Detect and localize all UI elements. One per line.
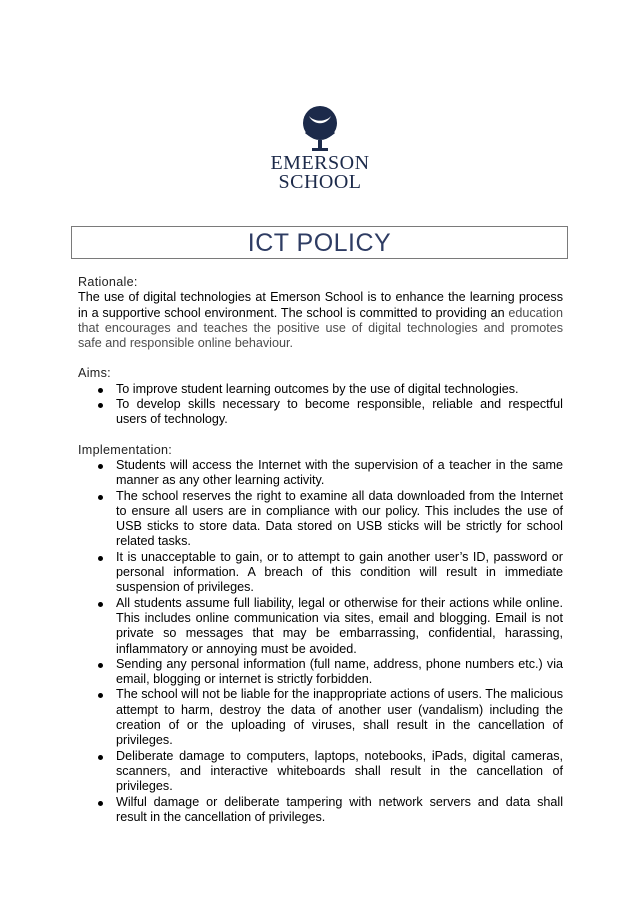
globe-emblem-icon <box>298 104 342 154</box>
list-item: Wilful damage or deliberate tampering with network servers and data shall result in the cancellation of privileges. <box>78 795 563 826</box>
list-item: To improve student learning outcomes by the use of digital technologies. <box>78 382 563 397</box>
rationale-paragraph <box>78 290 563 351</box>
policy-content <box>78 275 563 840</box>
aims-section <box>78 366 563 427</box>
aims-list <box>78 382 563 428</box>
school-logo <box>245 104 395 204</box>
rationale-heading: Rationale: <box>78 275 138 289</box>
list-item: The school reserves the right to examine all data downloaded from the Internet to ensure all users are in compliance with our policy. This includes the use of USB sticks to store data. Data stored on USB sticks will be strictly for school related tasks. <box>78 489 563 550</box>
aims-heading: Aims: <box>78 366 111 381</box>
rationale-text-main: The use of digital technologies at Emerson School is to enhance the learning process in a supportive school environment. The school is committed to providing an <box>78 290 563 320</box>
page-title: ICT POLICY <box>247 229 392 257</box>
list-item: Deliberate damage to computers, laptops, notebooks, iPads, digital cameras, scanners, and interactive whiteboards shall result in the cancellation of privileges. <box>78 749 563 795</box>
implementation-section <box>78 443 563 825</box>
implementation-list <box>78 458 563 825</box>
list-item: Sending any personal information (full name, address, phone numbers etc.) via email, blogging or internet is strictly forbidden. <box>78 657 563 688</box>
list-item: It is unacceptable to gain, or to attempt to gain another user’s ID, password or personal information. A breach of this condition will result in immediate suspension of privileges. <box>78 550 563 596</box>
logo-text-line-2: SCHOOL <box>278 171 362 193</box>
rationale-text-muted: education that encourages and teaches the positive use of digital technologies and promotes safe and responsible online behaviour. <box>78 305 563 351</box>
logo-text-line-1: EMERSON <box>270 152 370 174</box>
list-item: Students will access the Internet with the supervision of a teacher in the same manner as any other learning activity. <box>78 458 563 489</box>
list-item: To develop skills necessary to become responsible, reliable and respectful users of technology. <box>78 397 563 428</box>
list-item: The school will not be liable for the inappropriate actions of users. The malicious attempt to harm, destroy the data of another user (vandalism) including the creation of or the uploading of viruses, shall result in the cancellation of privileges. <box>78 687 563 748</box>
implementation-heading: Implementation: <box>78 442 173 457</box>
list-item: All students assume full liability, legal or otherwise for their actions while online. This includes online communication via sites, email and blogging. Email is not private so messages that may be embarrassing, confidential, harassing, inflammatory or annoying must be avoided. <box>78 596 563 657</box>
rationale-section <box>78 275 563 351</box>
title-box <box>71 226 568 259</box>
